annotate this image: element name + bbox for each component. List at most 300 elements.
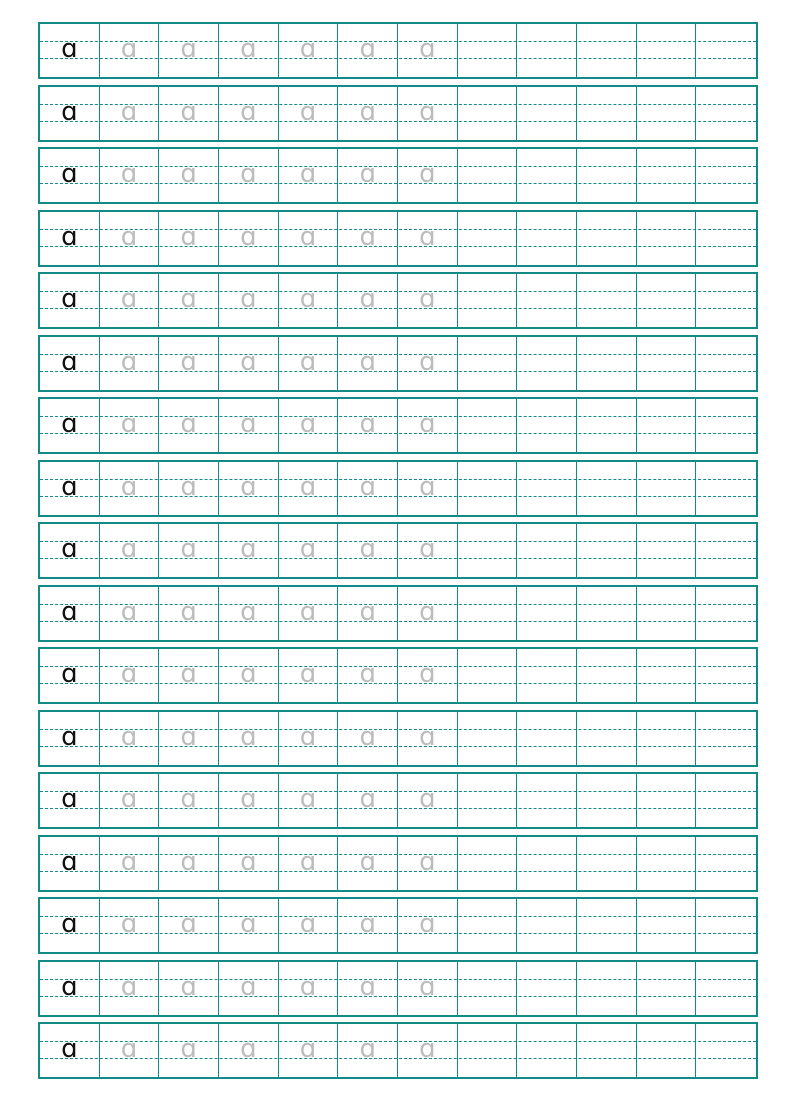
trace-letter-cell	[219, 524, 279, 577]
trace-letter: ɑ	[240, 909, 257, 939]
blank-practice-cell	[696, 1024, 756, 1077]
trace-letter-cell	[219, 399, 279, 452]
trace-letter-cell	[279, 462, 339, 515]
model-letter: ɑ	[61, 409, 78, 439]
trace-letter-cell	[279, 87, 339, 140]
trace-letter: ɑ	[359, 221, 376, 252]
model-letter: ɑ	[61, 659, 78, 689]
blank-practice-cell	[517, 24, 577, 77]
trace-letter-cell	[279, 274, 339, 327]
trace-letter: ɑ	[359, 471, 376, 502]
blank-practice-cell	[696, 712, 756, 765]
trace-letter-cell	[338, 1024, 398, 1077]
blank-practice-cell	[458, 24, 518, 77]
practice-row	[38, 835, 758, 892]
blank-practice-cell	[696, 649, 756, 702]
blank-practice-cell	[696, 899, 756, 952]
trace-letter: ɑ	[299, 534, 317, 564]
blank-practice-cell	[637, 837, 697, 890]
model-letter-cell	[40, 837, 100, 890]
practice-row	[38, 85, 758, 142]
trace-letter-cell	[159, 774, 219, 827]
trace-letter: ɑ	[359, 159, 376, 189]
blank-practice-cell	[637, 462, 697, 515]
trace-letter-cell	[338, 212, 398, 265]
trace-letter-cell	[279, 962, 339, 1015]
trace-letter-cell	[159, 962, 219, 1015]
trace-letter-cell	[100, 87, 160, 140]
trace-letter-cell	[159, 24, 219, 77]
trace-letter: ɑ	[120, 284, 138, 314]
trace-letter-cell	[100, 399, 160, 452]
trace-letter-cell	[398, 587, 458, 640]
trace-letter: ɑ	[180, 471, 197, 502]
trace-letter: ɑ	[180, 971, 197, 1002]
trace-letter: ɑ	[419, 1034, 436, 1064]
trace-letter-cell	[338, 837, 398, 890]
blank-practice-cell	[458, 899, 518, 952]
trace-letter-cell	[398, 837, 458, 890]
blank-practice-cell	[577, 212, 637, 265]
trace-letter: ɑ	[180, 409, 197, 439]
trace-letter-cell	[279, 712, 339, 765]
blank-practice-cell	[517, 962, 577, 1015]
blank-practice-cell	[637, 962, 697, 1015]
blank-practice-cell	[458, 87, 518, 140]
model-letter-cell	[40, 337, 100, 390]
trace-letter-cell	[100, 1024, 160, 1077]
trace-letter: ɑ	[180, 721, 197, 752]
blank-practice-cell	[696, 587, 756, 640]
trace-letter: ɑ	[120, 346, 138, 377]
trace-letter-cell	[100, 462, 160, 515]
blank-practice-cell	[637, 399, 697, 452]
model-letter: ɑ	[61, 471, 78, 502]
trace-letter: ɑ	[120, 971, 138, 1002]
trace-letter: ɑ	[359, 346, 376, 377]
trace-letter-cell	[338, 462, 398, 515]
trace-letter-cell	[398, 962, 458, 1015]
trace-letter: ɑ	[299, 659, 317, 689]
trace-letter-cell	[219, 899, 279, 952]
blank-practice-cell	[577, 962, 637, 1015]
model-letter: ɑ	[61, 846, 78, 877]
trace-letter-cell	[279, 399, 339, 452]
blank-practice-cell	[696, 524, 756, 577]
trace-letter-cell	[219, 649, 279, 702]
trace-letter: ɑ	[299, 221, 317, 252]
trace-letter: ɑ	[240, 284, 257, 314]
trace-letter: ɑ	[359, 909, 376, 939]
trace-letter: ɑ	[419, 221, 436, 252]
trace-letter: ɑ	[419, 284, 436, 314]
blank-practice-cell	[577, 774, 637, 827]
trace-letter-cell	[219, 774, 279, 827]
blank-practice-cell	[637, 712, 697, 765]
trace-letter-cell	[219, 837, 279, 890]
trace-letter: ɑ	[180, 909, 197, 939]
trace-letter-cell	[398, 712, 458, 765]
trace-letter: ɑ	[180, 596, 197, 627]
blank-practice-cell	[458, 149, 518, 202]
model-letter-cell	[40, 87, 100, 140]
trace-letter: ɑ	[419, 909, 436, 939]
blank-practice-cell	[637, 1024, 697, 1077]
trace-letter-cell	[159, 274, 219, 327]
trace-letter-cell	[398, 524, 458, 577]
model-letter: ɑ	[61, 159, 78, 189]
trace-letter: ɑ	[240, 596, 257, 627]
trace-letter: ɑ	[120, 721, 138, 752]
blank-practice-cell	[637, 899, 697, 952]
trace-letter-cell	[219, 962, 279, 1015]
trace-letter-cell	[219, 712, 279, 765]
model-letter-cell	[40, 712, 100, 765]
trace-letter-cell	[100, 274, 160, 327]
blank-practice-cell	[517, 712, 577, 765]
blank-practice-cell	[517, 149, 577, 202]
trace-letter: ɑ	[180, 846, 197, 877]
trace-letter-cell	[100, 649, 160, 702]
trace-letter: ɑ	[120, 534, 138, 564]
trace-letter: ɑ	[299, 34, 317, 64]
model-letter-cell	[40, 774, 100, 827]
trace-letter-cell	[338, 899, 398, 952]
handwriting-practice-sheet	[38, 22, 758, 1085]
trace-letter-cell	[398, 649, 458, 702]
practice-row	[38, 460, 758, 517]
trace-letter: ɑ	[419, 96, 436, 127]
trace-letter-cell	[159, 899, 219, 952]
trace-letter: ɑ	[419, 721, 436, 752]
model-letter: ɑ	[61, 721, 78, 752]
blank-practice-cell	[577, 274, 637, 327]
trace-letter-cell	[279, 524, 339, 577]
model-letter-cell	[40, 649, 100, 702]
trace-letter-cell	[219, 274, 279, 327]
trace-letter-cell	[338, 24, 398, 77]
practice-row	[38, 1022, 758, 1079]
model-letter-cell	[40, 212, 100, 265]
trace-letter-cell	[338, 337, 398, 390]
blank-practice-cell	[637, 87, 697, 140]
trace-letter: ɑ	[359, 846, 376, 877]
trace-letter: ɑ	[359, 1034, 376, 1064]
trace-letter-cell	[159, 587, 219, 640]
trace-letter-cell	[279, 837, 339, 890]
blank-practice-cell	[637, 274, 697, 327]
trace-letter-cell	[338, 524, 398, 577]
blank-practice-cell	[517, 399, 577, 452]
trace-letter-cell	[100, 899, 160, 952]
trace-letter: ɑ	[419, 409, 436, 439]
blank-practice-cell	[577, 524, 637, 577]
model-letter: ɑ	[61, 909, 78, 939]
trace-letter-cell	[159, 399, 219, 452]
model-letter-cell	[40, 149, 100, 202]
trace-letter-cell	[338, 274, 398, 327]
trace-letter: ɑ	[419, 346, 436, 377]
trace-letter: ɑ	[419, 34, 436, 64]
model-letter-cell	[40, 462, 100, 515]
trace-letter-cell	[219, 462, 279, 515]
model-letter: ɑ	[61, 1034, 78, 1064]
trace-letter: ɑ	[120, 221, 138, 252]
blank-practice-cell	[577, 837, 637, 890]
trace-letter: ɑ	[299, 471, 317, 502]
trace-letter: ɑ	[299, 721, 317, 752]
practice-row	[38, 210, 758, 267]
trace-letter-cell	[398, 24, 458, 77]
trace-letter: ɑ	[180, 221, 197, 252]
blank-practice-cell	[458, 712, 518, 765]
model-letter: ɑ	[61, 96, 78, 127]
trace-letter-cell	[279, 587, 339, 640]
model-letter: ɑ	[61, 34, 78, 64]
trace-letter: ɑ	[299, 1034, 317, 1064]
trace-letter: ɑ	[180, 284, 197, 314]
trace-letter-cell	[100, 774, 160, 827]
model-letter-cell	[40, 587, 100, 640]
trace-letter-cell	[219, 212, 279, 265]
trace-letter-cell	[338, 962, 398, 1015]
blank-practice-cell	[458, 462, 518, 515]
trace-letter-cell	[219, 337, 279, 390]
trace-letter: ɑ	[120, 159, 138, 189]
blank-practice-cell	[458, 649, 518, 702]
trace-letter: ɑ	[120, 846, 138, 877]
trace-letter: ɑ	[180, 346, 197, 377]
blank-practice-cell	[577, 149, 637, 202]
trace-letter: ɑ	[240, 471, 257, 502]
trace-letter: ɑ	[120, 909, 138, 939]
trace-letter-cell	[219, 87, 279, 140]
trace-letter: ɑ	[120, 471, 138, 502]
trace-letter: ɑ	[359, 284, 376, 314]
trace-letter: ɑ	[120, 659, 138, 689]
trace-letter: ɑ	[299, 971, 317, 1002]
trace-letter: ɑ	[120, 784, 138, 814]
blank-practice-cell	[577, 1024, 637, 1077]
blank-practice-cell	[458, 337, 518, 390]
blank-practice-cell	[517, 337, 577, 390]
trace-letter-cell	[398, 149, 458, 202]
trace-letter: ɑ	[240, 159, 257, 189]
trace-letter-cell	[338, 149, 398, 202]
trace-letter-cell	[398, 899, 458, 952]
trace-letter: ɑ	[419, 596, 436, 627]
model-letter-cell	[40, 274, 100, 327]
trace-letter: ɑ	[299, 909, 317, 939]
trace-letter-cell	[219, 1024, 279, 1077]
trace-letter: ɑ	[180, 784, 197, 814]
trace-letter: ɑ	[299, 409, 317, 439]
trace-letter: ɑ	[419, 471, 436, 502]
trace-letter: ɑ	[180, 534, 197, 564]
trace-letter-cell	[219, 24, 279, 77]
practice-row	[38, 22, 758, 79]
model-letter-cell	[40, 962, 100, 1015]
trace-letter: ɑ	[359, 596, 376, 627]
trace-letter-cell	[100, 524, 160, 577]
trace-letter: ɑ	[180, 34, 197, 64]
trace-letter-cell	[100, 587, 160, 640]
trace-letter-cell	[398, 462, 458, 515]
model-letter: ɑ	[61, 346, 78, 377]
model-letter-cell	[40, 524, 100, 577]
blank-practice-cell	[458, 774, 518, 827]
trace-letter-cell	[338, 587, 398, 640]
trace-letter-cell	[398, 1024, 458, 1077]
trace-letter: ɑ	[240, 659, 257, 689]
model-letter: ɑ	[61, 596, 78, 627]
trace-letter-cell	[338, 712, 398, 765]
blank-practice-cell	[577, 899, 637, 952]
trace-letter-cell	[219, 587, 279, 640]
trace-letter: ɑ	[180, 96, 197, 127]
trace-letter: ɑ	[240, 846, 257, 877]
blank-practice-cell	[517, 462, 577, 515]
blank-practice-cell	[458, 587, 518, 640]
trace-letter: ɑ	[359, 534, 376, 564]
trace-letter-cell	[159, 649, 219, 702]
trace-letter: ɑ	[419, 534, 436, 564]
blank-practice-cell	[696, 87, 756, 140]
trace-letter-cell	[279, 1024, 339, 1077]
trace-letter-cell	[398, 337, 458, 390]
blank-practice-cell	[637, 24, 697, 77]
trace-letter-cell	[159, 337, 219, 390]
practice-row	[38, 397, 758, 454]
model-letter-cell	[40, 899, 100, 952]
trace-letter: ɑ	[120, 1034, 138, 1064]
blank-practice-cell	[577, 337, 637, 390]
blank-practice-cell	[637, 774, 697, 827]
trace-letter: ɑ	[359, 971, 376, 1002]
model-letter: ɑ	[61, 221, 78, 252]
blank-practice-cell	[517, 212, 577, 265]
trace-letter: ɑ	[419, 846, 436, 877]
blank-practice-cell	[458, 274, 518, 327]
blank-practice-cell	[696, 399, 756, 452]
model-letter: ɑ	[61, 534, 78, 564]
practice-row	[38, 272, 758, 329]
trace-letter-cell	[100, 962, 160, 1015]
trace-letter: ɑ	[240, 1034, 257, 1064]
trace-letter: ɑ	[359, 34, 376, 64]
blank-practice-cell	[696, 337, 756, 390]
blank-practice-cell	[696, 837, 756, 890]
blank-practice-cell	[637, 649, 697, 702]
trace-letter-cell	[279, 149, 339, 202]
blank-practice-cell	[577, 462, 637, 515]
trace-letter-cell	[398, 87, 458, 140]
trace-letter: ɑ	[299, 846, 317, 877]
trace-letter: ɑ	[419, 971, 436, 1002]
trace-letter-cell	[159, 149, 219, 202]
trace-letter: ɑ	[419, 159, 436, 189]
model-letter-cell	[40, 24, 100, 77]
blank-practice-cell	[696, 774, 756, 827]
trace-letter-cell	[279, 899, 339, 952]
blank-practice-cell	[577, 24, 637, 77]
trace-letter-cell	[279, 212, 339, 265]
blank-practice-cell	[696, 274, 756, 327]
trace-letter-cell	[100, 712, 160, 765]
trace-letter-cell	[398, 274, 458, 327]
trace-letter-cell	[398, 212, 458, 265]
trace-letter: ɑ	[240, 971, 257, 1002]
trace-letter: ɑ	[240, 534, 257, 564]
trace-letter: ɑ	[240, 721, 257, 752]
trace-letter: ɑ	[359, 409, 376, 439]
blank-practice-cell	[577, 712, 637, 765]
trace-letter: ɑ	[240, 409, 257, 439]
trace-letter: ɑ	[240, 346, 257, 377]
blank-practice-cell	[696, 962, 756, 1015]
blank-practice-cell	[458, 524, 518, 577]
trace-letter-cell	[100, 212, 160, 265]
trace-letter-cell	[159, 87, 219, 140]
trace-letter-cell	[159, 462, 219, 515]
practice-row	[38, 772, 758, 829]
trace-letter: ɑ	[299, 159, 317, 189]
blank-practice-cell	[577, 649, 637, 702]
trace-letter: ɑ	[240, 34, 257, 64]
trace-letter: ɑ	[180, 1034, 197, 1064]
blank-practice-cell	[517, 837, 577, 890]
blank-practice-cell	[458, 962, 518, 1015]
blank-practice-cell	[458, 837, 518, 890]
trace-letter-cell	[279, 337, 339, 390]
blank-practice-cell	[517, 649, 577, 702]
blank-practice-cell	[517, 524, 577, 577]
trace-letter: ɑ	[299, 596, 317, 627]
blank-practice-cell	[517, 587, 577, 640]
trace-letter: ɑ	[419, 659, 436, 689]
trace-letter-cell	[100, 837, 160, 890]
blank-practice-cell	[517, 274, 577, 327]
model-letter: ɑ	[61, 284, 78, 314]
trace-letter: ɑ	[120, 409, 138, 439]
trace-letter-cell	[338, 774, 398, 827]
trace-letter: ɑ	[180, 659, 197, 689]
trace-letter-cell	[398, 774, 458, 827]
trace-letter-cell	[100, 149, 160, 202]
trace-letter: ɑ	[240, 221, 257, 252]
trace-letter-cell	[338, 399, 398, 452]
practice-row	[38, 522, 758, 579]
trace-letter: ɑ	[299, 96, 317, 127]
blank-practice-cell	[637, 212, 697, 265]
blank-practice-cell	[577, 87, 637, 140]
blank-practice-cell	[458, 212, 518, 265]
trace-letter: ɑ	[240, 784, 257, 814]
blank-practice-cell	[696, 212, 756, 265]
trace-letter-cell	[338, 649, 398, 702]
blank-practice-cell	[696, 462, 756, 515]
blank-practice-cell	[458, 1024, 518, 1077]
trace-letter-cell	[279, 774, 339, 827]
model-letter-cell	[40, 399, 100, 452]
model-letter-cell	[40, 1024, 100, 1077]
trace-letter-cell	[159, 712, 219, 765]
trace-letter: ɑ	[120, 596, 138, 627]
trace-letter-cell	[100, 24, 160, 77]
trace-letter: ɑ	[240, 96, 257, 127]
trace-letter-cell	[159, 1024, 219, 1077]
trace-letter: ɑ	[359, 784, 376, 814]
